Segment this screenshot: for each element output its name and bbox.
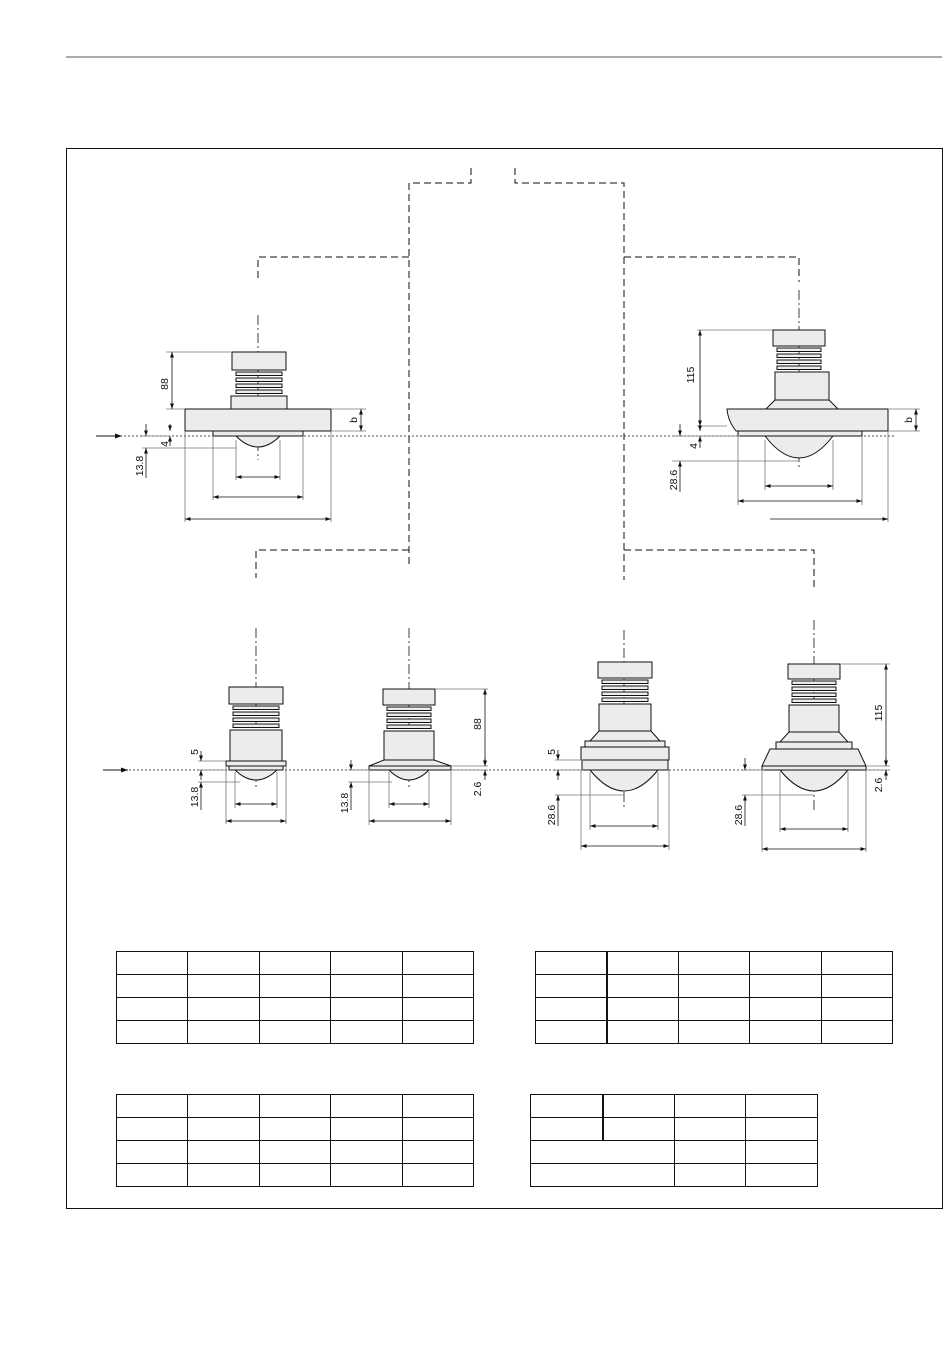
table-cell	[402, 1141, 473, 1164]
dim-115-bottom-4: 115	[873, 704, 885, 722]
table-cell	[117, 1021, 188, 1044]
table-cell	[331, 1118, 402, 1141]
table-cell	[402, 1164, 473, 1187]
table-cell	[117, 975, 188, 998]
table-cell	[750, 998, 821, 1021]
table-cell	[188, 1118, 259, 1141]
table-row	[536, 975, 893, 998]
table-row	[117, 1141, 474, 1164]
table-row	[117, 975, 474, 998]
table-cell	[821, 1021, 892, 1044]
dim-13-8-top-left: 13.8	[134, 455, 146, 477]
table-cell	[536, 998, 607, 1021]
dim-28-6-top-right: 28.6	[668, 469, 680, 491]
table-cell	[603, 1118, 675, 1141]
table-cell	[331, 975, 402, 998]
table-row	[117, 1095, 474, 1118]
dimension-table-2	[535, 951, 893, 1044]
table-cell	[117, 952, 188, 975]
table-cell	[678, 975, 749, 998]
dim-2-6-bottom-4: 2.6	[873, 777, 885, 793]
dim-13-8-bottom-1: 13.8	[189, 786, 201, 808]
selection-tree-lines	[256, 168, 814, 588]
dim-88-bottom-2: 88	[472, 718, 484, 730]
table-cell	[188, 998, 259, 1021]
table-cell	[536, 952, 607, 975]
table-cell	[188, 975, 259, 998]
table-cell	[402, 1095, 473, 1118]
sensor-drawing-bottom-3	[546, 630, 669, 850]
table-row	[117, 998, 474, 1021]
dimension-table-4	[530, 1094, 818, 1187]
dim-4-top-left: 4	[159, 441, 171, 447]
dim-28-6-bottom-3: 28.6	[546, 804, 558, 826]
table-cell	[259, 1118, 330, 1141]
table-cell	[259, 975, 330, 998]
dim-88-top-left: 88	[159, 378, 171, 390]
table-cell	[536, 1021, 607, 1044]
table-cell	[531, 1118, 603, 1141]
table-cell	[675, 1141, 746, 1164]
table-cell	[531, 1164, 675, 1187]
table-cell	[675, 1164, 746, 1187]
table-row	[531, 1141, 818, 1164]
table-cell	[607, 1021, 678, 1044]
table-cell	[259, 1164, 330, 1187]
table-cell	[259, 952, 330, 975]
table-cell	[331, 998, 402, 1021]
table-cell	[531, 1095, 603, 1118]
dim-28-6-bottom-4: 28.6	[733, 804, 745, 826]
table-row	[536, 1021, 893, 1044]
dim-2-6-bottom-2: 2.6	[472, 781, 484, 797]
table-cell	[821, 998, 892, 1021]
table-row	[531, 1095, 818, 1118]
table-cell	[746, 1141, 818, 1164]
table-cell	[259, 1095, 330, 1118]
table-row	[117, 1164, 474, 1187]
table-cell	[117, 998, 188, 1021]
table-cell	[331, 1141, 402, 1164]
dim-115-top-right: 115	[685, 366, 697, 384]
table-cell	[188, 1164, 259, 1187]
table-cell	[117, 1118, 188, 1141]
table-cell	[331, 952, 402, 975]
dim-5-bottom-1: 5	[189, 749, 201, 755]
table-cell	[331, 1164, 402, 1187]
table-cell	[259, 1141, 330, 1164]
table-cell	[603, 1095, 675, 1118]
table-cell	[607, 952, 678, 975]
table-cell	[117, 1095, 188, 1118]
table-cell	[331, 1095, 402, 1118]
table-cell	[188, 952, 259, 975]
table-row	[117, 952, 474, 975]
table-cell	[746, 1164, 818, 1187]
table-cell	[259, 998, 330, 1021]
table-cell	[607, 998, 678, 1021]
table-row	[536, 998, 893, 1021]
table-row	[531, 1164, 818, 1187]
table-cell	[678, 998, 749, 1021]
sensor-drawing-bottom-4	[733, 620, 890, 852]
table-cell	[331, 1021, 402, 1044]
dim-13-8-bottom-2: 13.8	[339, 792, 351, 814]
table-cell	[188, 1141, 259, 1164]
table-cell	[607, 975, 678, 998]
table-cell	[746, 1095, 818, 1118]
dim-b-top-right: b	[903, 417, 915, 423]
table-cell	[675, 1095, 746, 1118]
table-cell	[750, 975, 821, 998]
table-cell	[675, 1118, 746, 1141]
sensor-drawing-bottom-2	[339, 628, 488, 825]
table-cell	[188, 1095, 259, 1118]
table-row	[117, 1118, 474, 1141]
table-cell	[531, 1141, 675, 1164]
table-row	[117, 1021, 474, 1044]
table-cell	[402, 998, 473, 1021]
table-cell	[821, 975, 892, 998]
dim-5-bottom-3: 5	[546, 749, 558, 755]
table-cell	[821, 952, 892, 975]
sensor-drawing-top-left	[134, 315, 366, 522]
table-cell	[117, 1164, 188, 1187]
dim-4-top-right: 4	[688, 443, 700, 449]
table-cell	[678, 1021, 749, 1044]
dim-b-top-left: b	[348, 417, 360, 423]
table-row	[531, 1118, 818, 1141]
table-cell	[678, 952, 749, 975]
dimension-table-1	[116, 951, 474, 1044]
table-cell	[746, 1118, 818, 1141]
sensor-drawing-top-right	[668, 290, 920, 522]
table-cell	[259, 1021, 330, 1044]
table-cell	[536, 975, 607, 998]
table-cell	[402, 952, 473, 975]
sensor-drawing-bottom-1	[189, 628, 286, 824]
table-cell	[402, 1118, 473, 1141]
table-cell	[402, 1021, 473, 1044]
table-cell	[117, 1141, 188, 1164]
table-cell	[188, 1021, 259, 1044]
table-cell	[750, 1021, 821, 1044]
dimension-table-3	[116, 1094, 474, 1187]
table-row	[536, 952, 893, 975]
table-cell	[402, 975, 473, 998]
table-cell	[750, 952, 821, 975]
